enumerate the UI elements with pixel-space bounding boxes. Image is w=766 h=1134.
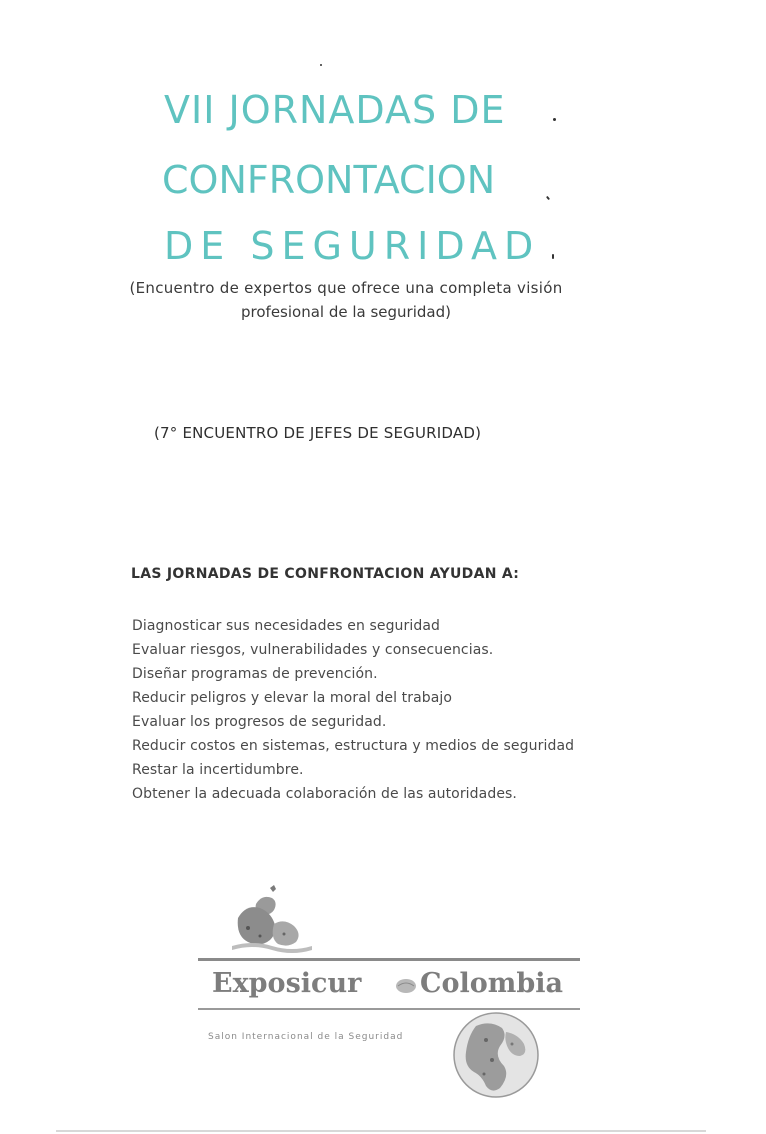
small-globe-icon (394, 978, 418, 994)
title-line-2: CONFRONTACION (162, 158, 496, 202)
title-line-3: DE SEGURIDAD (164, 224, 541, 268)
speck-4 (320, 64, 322, 66)
bottom-rule (56, 1130, 706, 1132)
benefits-list (132, 614, 574, 806)
logo-tagline: Salon Internacional de la Seguridad (208, 1032, 404, 1042)
security-figure-icon (226, 884, 316, 956)
benefit-item: Evaluar los progresos de seguridad. (132, 714, 387, 730)
subtitle-line-2: profesional de la seguridad) (241, 303, 451, 321)
globe-icon (446, 1010, 546, 1100)
logo-name-right: Colombia (420, 968, 563, 999)
benefit-item: Reducir costos en sistemas, estructura y medios de seguridad (132, 738, 575, 754)
benefits-heading: LAS JORNADAS DE CONFRONTACION AYUDAN A: (131, 566, 520, 582)
logo-rule-top (198, 958, 580, 961)
exposicur-logo (198, 884, 580, 1104)
benefit-item: Diagnosticar sus necesidades en seguridad (132, 618, 441, 634)
speck-1 (553, 118, 556, 121)
benefit-item: Reducir peligros y elevar la moral del trabajo (132, 690, 453, 706)
benefit-item: Diseñar programas de prevención. (132, 666, 378, 682)
title-line-1: VII JORNADAS DE (164, 88, 506, 132)
benefit-item: Restar la incertidumbre. (132, 762, 304, 778)
speck-3 (552, 254, 554, 259)
benefit-item: Evaluar riesgos, vulnerabilidades y consecuencias. (132, 642, 494, 658)
benefit-item: Obtener la adecuada colaboración de las autoridades. (132, 786, 517, 802)
logo-name-left: Exposicur (212, 968, 362, 999)
encuentro-label: (7° ENCUENTRO DE JEFES DE SEGURIDAD) (154, 424, 482, 442)
subtitle-line-1: (Encuentro de expertos que ofrece una completa visión (129, 279, 563, 297)
speck-2 (546, 196, 550, 200)
